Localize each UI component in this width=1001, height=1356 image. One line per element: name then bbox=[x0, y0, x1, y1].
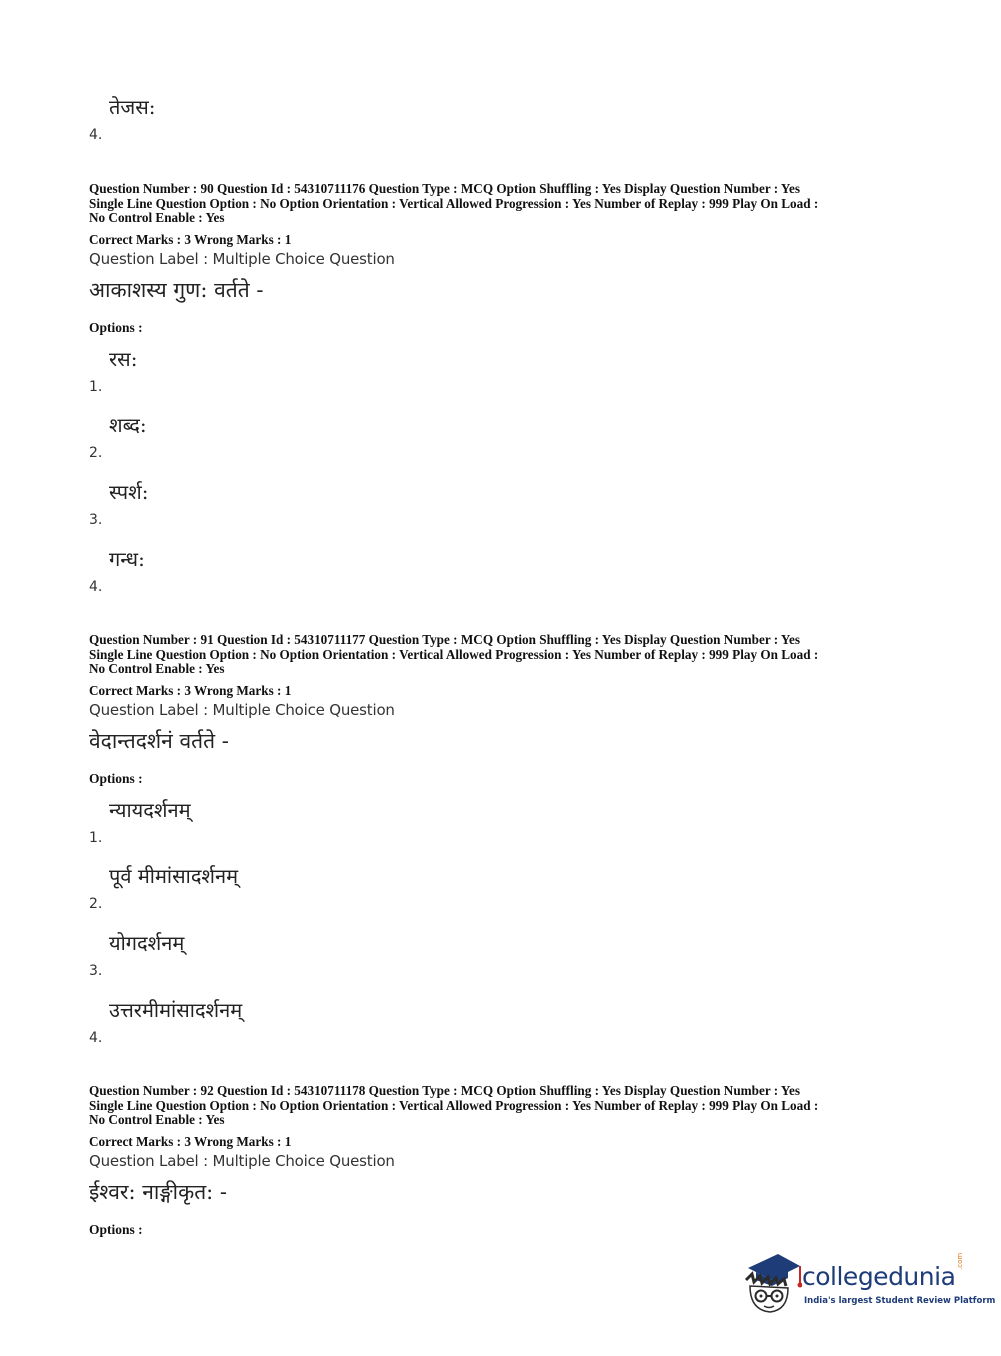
option-text: न्यायदर्शनम् bbox=[109, 798, 191, 822]
question-text: वेदान्तदर्शनं वर्तते - bbox=[89, 728, 229, 753]
option-item[interactable] bbox=[89, 862, 489, 912]
question-text: ईश्वर: नाङ्गीकृत: - bbox=[89, 1179, 228, 1204]
question-meta: No Control Enable : Yes bbox=[89, 210, 225, 225]
option-text: स्पर्श: bbox=[109, 480, 149, 504]
options-heading: Options : bbox=[89, 320, 143, 335]
option-number: 4. bbox=[89, 127, 103, 143]
logo-wordmark: collegedunia bbox=[802, 1262, 956, 1291]
option-number: 2. bbox=[89, 896, 103, 912]
option-number: 1. bbox=[89, 830, 103, 846]
collegedunia-logo bbox=[742, 1250, 996, 1320]
options-heading: Options : bbox=[89, 1222, 143, 1237]
mascot-icon bbox=[742, 1250, 802, 1316]
option-number: 4. bbox=[89, 579, 103, 595]
option-item[interactable] bbox=[89, 411, 489, 461]
question-meta: Single Line Question Option : No Option Orientation : Vertical Allowed Progression : Yes Number of Replay : 999 Play On Load : bbox=[89, 195, 819, 211]
question-meta: Single Line Question Option : No Option Orientation : Vertical Allowed Progression : Yes Number of Replay : 999 Play On Load : bbox=[89, 1097, 819, 1113]
logo-tagline: India's largest Student Review Platform bbox=[804, 1296, 996, 1306]
options-heading: Options : bbox=[89, 771, 143, 786]
option-number: 2. bbox=[89, 445, 103, 461]
question-meta: Question Number : 91 Question Id : 54310711177 Question Type : MCQ Option Shuffling : Yes Display Question Number : Yes bbox=[89, 632, 800, 647]
option-text: उत्तरमीमांसादर्शनम् bbox=[109, 998, 243, 1022]
question-marks: Correct Marks : 3 Wrong Marks : 1 bbox=[89, 682, 292, 698]
question-text: आकाशस्य गुण: वर्तते - bbox=[89, 277, 264, 302]
question-block bbox=[89, 182, 919, 304]
option-text: रस: bbox=[109, 347, 138, 371]
option-item[interactable] bbox=[89, 345, 489, 395]
option-item[interactable] bbox=[89, 478, 489, 528]
option-number: 3. bbox=[89, 963, 103, 979]
question-marks: Correct Marks : 3 Wrong Marks : 1 bbox=[89, 1133, 292, 1149]
option-item[interactable] bbox=[89, 996, 489, 1046]
question-block bbox=[89, 633, 919, 755]
option-text: योगदर्शनम् bbox=[109, 931, 185, 955]
option-item bbox=[89, 93, 489, 143]
question-label: Question Label : Multiple Choice Question bbox=[89, 700, 395, 719]
question-meta: Single Line Question Option : No Option Orientation : Vertical Allowed Progression : Yes Number of Replay : 999 Play On Load : bbox=[89, 646, 819, 662]
logo-suffix: .com bbox=[956, 1252, 964, 1270]
question-meta: Question Number : 92 Question Id : 54310711178 Question Type : MCQ Option Shuffling : Yes Display Question Number : Yes bbox=[89, 1083, 800, 1098]
question-meta: No Control Enable : Yes bbox=[89, 1112, 225, 1127]
question-meta: Question Number : 90 Question Id : 54310711176 Question Type : MCQ Option Shuffling : Yes Display Question Number : Yes bbox=[89, 181, 800, 196]
question-marks: Correct Marks : 3 Wrong Marks : 1 bbox=[89, 231, 292, 247]
option-number: 4. bbox=[89, 1030, 103, 1046]
option-number: 1. bbox=[89, 379, 103, 395]
option-text: गन्ध: bbox=[109, 547, 145, 571]
option-text: पूर्व मीमांसादर्शनम् bbox=[109, 864, 239, 888]
question-meta: No Control Enable : Yes bbox=[89, 661, 225, 676]
option-text: तेजस: bbox=[109, 95, 156, 119]
option-item[interactable] bbox=[89, 796, 489, 846]
option-number: 3. bbox=[89, 512, 103, 528]
question-label: Question Label : Multiple Choice Question bbox=[89, 1151, 395, 1170]
option-item[interactable] bbox=[89, 929, 489, 979]
option-item[interactable] bbox=[89, 545, 489, 595]
question-block bbox=[89, 1084, 919, 1206]
option-text: शब्द: bbox=[109, 413, 147, 437]
question-label: Question Label : Multiple Choice Question bbox=[89, 249, 395, 268]
